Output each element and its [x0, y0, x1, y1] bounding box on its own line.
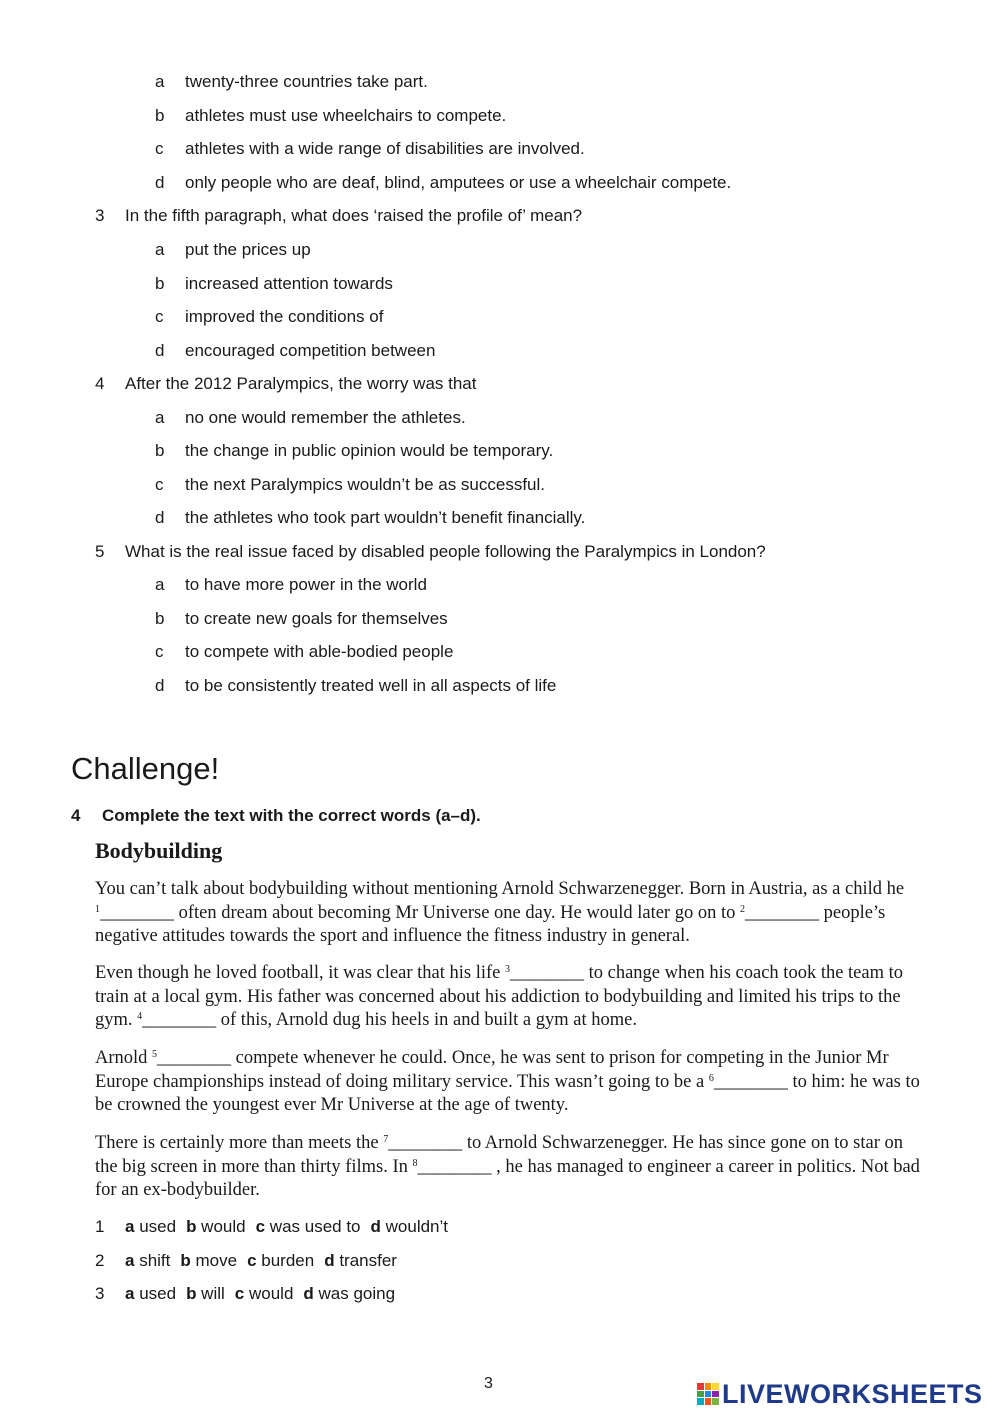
option-letter: b: [155, 274, 165, 293]
passage-paragraph: [95, 1132, 925, 1203]
option-text: athletes must use wheelchairs to compete.: [185, 106, 507, 125]
option-text: increased attention towards: [185, 274, 393, 293]
answer-row: [95, 1283, 405, 1305]
answer-row: [95, 1250, 407, 1272]
option-letter: c: [155, 307, 164, 326]
question-number: 3: [95, 206, 105, 225]
option-letter: b: [155, 609, 165, 628]
option-text: athletes with a wide range of disabilities are involved.: [185, 139, 585, 158]
passage-text: ________ often dream about becoming Mr Universe one day. He would later go on to: [100, 902, 740, 923]
answer-choice: [256, 1217, 361, 1236]
option-letter: a: [155, 72, 165, 91]
choice-text: shift: [134, 1251, 171, 1270]
answer-choice: [303, 1284, 395, 1303]
option-row: [155, 106, 506, 126]
choice-text: would: [244, 1284, 294, 1303]
passage-paragraph: [95, 1047, 925, 1118]
choice-text: move: [190, 1251, 238, 1270]
passage-text: ________ to Arnold Schwarzenegger. He has since gone on to star on the big screen in more than thirty films. In: [95, 1133, 903, 1177]
answer-choice: [247, 1251, 314, 1270]
logo-tile: [705, 1398, 712, 1405]
option-row: [155, 475, 545, 495]
option-row: [155, 609, 448, 629]
option-letter: c: [155, 642, 164, 661]
option-text: the next Paralympics wouldn’t be as successful.: [185, 475, 546, 494]
option-letter: a: [155, 575, 165, 594]
instruction-text: Complete the text with the correct words (a–d).: [102, 806, 481, 825]
option-letter: c: [155, 139, 164, 158]
option-letter: d: [155, 341, 165, 360]
answer-number: 2: [95, 1251, 105, 1270]
logo-tile: [705, 1383, 712, 1390]
option-row: [155, 508, 585, 528]
option-row: [155, 173, 731, 193]
option-letter: a: [155, 240, 165, 259]
option-row: [155, 441, 553, 461]
choice-text: was used to: [265, 1217, 361, 1236]
answer-choice: [186, 1217, 246, 1236]
option-text: encouraged competition between: [185, 341, 436, 360]
passage-text: Arnold: [95, 1048, 153, 1068]
gap-number: 2: [739, 903, 745, 915]
option-row: [155, 139, 585, 159]
option-row: [155, 642, 453, 662]
exercise-number: 4: [71, 806, 81, 825]
passage-text: ________ people’s negative attitudes towards the sport and influence the fitness industry in general.: [95, 902, 886, 946]
question-number: 4: [95, 374, 105, 393]
option-letter: c: [155, 475, 164, 494]
option-letter: d: [155, 173, 165, 192]
answer-choice: [180, 1251, 237, 1270]
answer-choice: [324, 1251, 397, 1270]
liveworksheets-logo[interactable]: [697, 1379, 983, 1409]
passage-text: Even though he loved football, it was clear that his life: [95, 963, 505, 983]
option-text: no one would remember the athletes.: [185, 408, 466, 427]
gap-number: 5: [152, 1049, 158, 1060]
answer-choice: [125, 1217, 176, 1236]
option-text: to compete with able-bodied people: [185, 642, 454, 661]
gap-number: 1: [95, 903, 100, 915]
option-letter: a: [155, 408, 165, 427]
logo-tile: [712, 1391, 719, 1398]
choice-text: would: [196, 1217, 246, 1236]
option-row: [155, 575, 427, 595]
page-number: 3: [484, 1375, 493, 1392]
option-row: [155, 240, 311, 260]
option-row: [155, 408, 466, 428]
question-4: [95, 374, 477, 394]
passage-text: ________ to him: he was to be crowned the youngest ever Mr Universe at the age of twenty.: [95, 1071, 920, 1115]
option-letter: d: [155, 508, 165, 527]
exercise-instruction: [71, 805, 481, 827]
option-row: [155, 307, 383, 327]
passage-paragraph: [95, 962, 925, 1033]
option-text: to be consistently treated well in all aspects of life: [185, 676, 557, 695]
gap-number: 7: [383, 1134, 389, 1145]
option-letter: b: [155, 441, 165, 460]
option-letter: d: [155, 676, 165, 695]
option-letter: b: [155, 106, 165, 125]
passage-text: There is certainly more than meets the: [95, 1133, 384, 1153]
gap-number: 8: [412, 1157, 418, 1169]
answer-choice: [371, 1217, 449, 1236]
choice-letter: a: [125, 1284, 135, 1303]
passage-text: ________ of this, Arnold dug his heels in and built a gym at home.: [142, 1010, 637, 1030]
logo-tile: [697, 1391, 704, 1398]
answer-row: [95, 1216, 458, 1238]
question-3: [95, 206, 582, 226]
option-text: to create new goals for themselves: [185, 609, 448, 628]
choice-text: will: [196, 1284, 225, 1303]
passage-text: ________ compete whenever he could. Once, he was sent to prison for competing in the Junior Mr Europe championships instead of doing military service. This wasn’t going to be a: [95, 1048, 889, 1092]
question-text: After the 2012 Paralympics, the worry was that: [125, 374, 477, 393]
passage-text: ________ , he has managed to engineer a career in politics. Not bad for an ex-bodybuilder.: [95, 1156, 920, 1200]
choice-letter: a: [125, 1251, 135, 1270]
logo-tile: [705, 1391, 712, 1398]
answer-choice: [235, 1284, 294, 1303]
choice-letter: c: [255, 1217, 266, 1236]
option-text: only people who are deaf, blind, amputees or use a wheelchair compete.: [185, 173, 732, 192]
question-5: [95, 542, 766, 562]
choice-text: transfer: [334, 1251, 397, 1270]
logo-tile: [712, 1383, 719, 1390]
choice-text: burden: [256, 1251, 315, 1270]
passage-text: You can’t talk about bodybuilding without mentioning Arnold Schwarzenegger. Born in Austria, as a child he: [95, 879, 905, 899]
option-text: twenty-three countries take part.: [185, 72, 428, 91]
logo-tile: [697, 1398, 704, 1405]
answer-number: 1: [95, 1217, 105, 1236]
choice-letter: b: [180, 1251, 191, 1270]
gap-number: 6: [708, 1072, 714, 1084]
question-number: 5: [95, 542, 105, 561]
option-row: [155, 676, 556, 696]
choice-letter: c: [234, 1284, 245, 1303]
logo-tile: [697, 1383, 704, 1390]
passage-text: ________ to change when his coach took the team to train at a local gym. His father was concerned about his addiction to bodybuilding and limited his trips to the gym.: [95, 963, 904, 1030]
question-text: What is the real issue faced by disabled people following the Paralympics in London?: [125, 542, 766, 561]
passage-paragraph: [95, 878, 925, 949]
question-text: In the fifth paragraph, what does ‘raised the profile of’ mean?: [125, 206, 583, 225]
option-text: to have more power in the world: [185, 575, 427, 594]
gap-number: 4: [137, 1011, 143, 1022]
choice-text: was going: [313, 1284, 396, 1303]
choice-text: wouldn’t: [380, 1217, 449, 1236]
answer-choice: [186, 1284, 225, 1303]
challenge-heading: Challenge!: [71, 751, 220, 786]
option-text: put the prices up: [185, 240, 311, 259]
gap-number: 3: [504, 964, 510, 975]
option-row: [155, 341, 435, 361]
logo-tile: [712, 1398, 719, 1405]
choice-text: used: [134, 1284, 177, 1303]
option-row: [155, 274, 393, 294]
choice-text: used: [134, 1217, 177, 1236]
option-text: the athletes who took part wouldn’t benefit financially.: [185, 508, 586, 527]
choice-letter: d: [303, 1284, 314, 1303]
passage-title: Bodybuilding: [95, 838, 223, 863]
answer-choice: [125, 1251, 170, 1270]
choice-letter: c: [247, 1251, 257, 1270]
choice-letter: d: [324, 1251, 335, 1270]
option-row: [155, 72, 428, 92]
choice-letter: b: [186, 1284, 197, 1303]
answer-number: 3: [95, 1284, 105, 1303]
logo-text: LIVEWORKSHEETS: [722, 1379, 983, 1409]
answer-choice: [125, 1284, 176, 1303]
choice-letter: d: [370, 1217, 381, 1236]
option-text: the change in public opinion would be temporary.: [185, 441, 554, 460]
choice-letter: a: [125, 1217, 135, 1236]
option-text: improved the conditions of: [185, 307, 384, 326]
logo-grid-icon: [697, 1383, 719, 1405]
choice-letter: b: [186, 1217, 197, 1236]
